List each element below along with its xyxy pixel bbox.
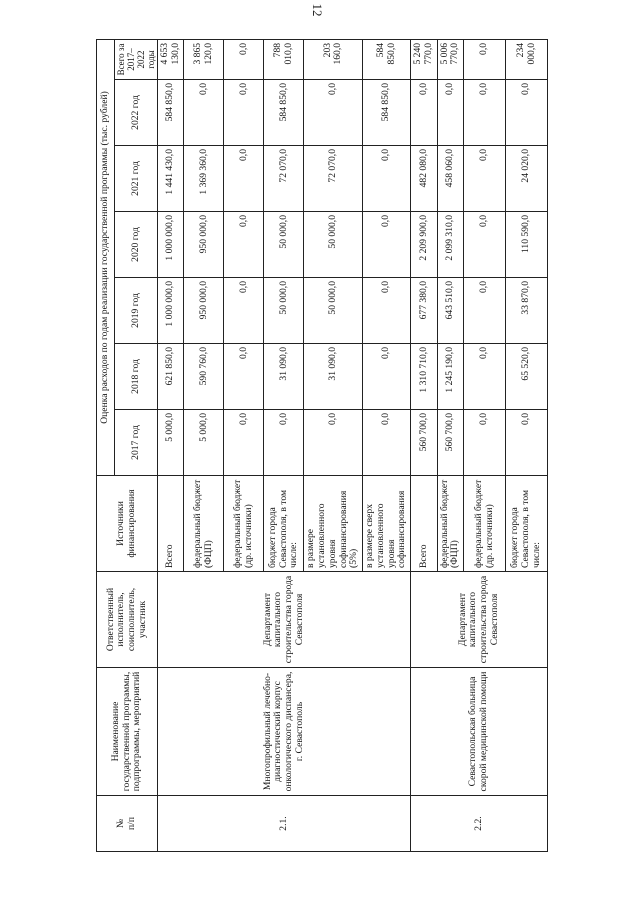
header-year-2022: 2022 год — [115, 80, 158, 146]
value-cell: 0,0 — [464, 212, 506, 278]
funding-source: Всего — [411, 476, 437, 572]
responsible-executor: Департамент капитального строительства города Севастополя — [411, 572, 548, 668]
value-cell: 1 310 710,0 — [411, 344, 437, 410]
value-cell: 31 090,0 — [304, 344, 363, 410]
value-cell: 0,0 — [506, 80, 548, 146]
value-cell: 0,0 — [411, 80, 437, 146]
value-cell: 0,0 — [363, 212, 411, 278]
value-cell: 0,0 — [264, 410, 304, 476]
value-cell: 590 760,0 — [184, 344, 224, 410]
header-total: Всего за 2017–2022 годы — [115, 39, 158, 79]
page-number: 12 — [310, 3, 325, 17]
header-responsible: Ответственный исполнитель, соисполнитель, участник — [97, 572, 158, 668]
funding-source: бюджет города Севастополя, в том числе: — [506, 476, 548, 572]
header-sources: Источники финансирования — [97, 476, 158, 572]
value-cell: 584 850,0 — [363, 80, 411, 146]
value-cell: 458 060,0 — [437, 146, 463, 212]
header-year-2018: 2018 год — [115, 344, 158, 410]
header-year-2017: 2017 год — [115, 410, 158, 476]
value-cell: 0,0 — [304, 410, 363, 476]
row-number: 2.1. — [158, 796, 411, 852]
total-cell: 788 010,0 — [264, 39, 304, 79]
total-cell: 234 000,0 — [506, 39, 548, 79]
value-cell: 0,0 — [224, 212, 264, 278]
row-number: 2.2. — [411, 796, 548, 852]
value-cell: 560 700,0 — [411, 410, 437, 476]
value-cell: 33 870,0 — [506, 278, 548, 344]
value-cell: 110 590,0 — [506, 212, 548, 278]
funding-source: федеральный бюджет (др. источники) — [464, 476, 506, 572]
funding-source: федеральный бюджет (др. источники) — [224, 476, 264, 572]
value-cell: 0,0 — [304, 80, 363, 146]
value-cell: 0,0 — [464, 344, 506, 410]
total-cell: 584 850,0 — [363, 39, 411, 79]
value-cell: 621 850,0 — [158, 344, 184, 410]
value-cell: 482 080,0 — [411, 146, 437, 212]
table-row — [411, 39, 437, 851]
total-cell: 203 160,0 — [304, 39, 363, 79]
value-cell: 0,0 — [224, 278, 264, 344]
value-cell: 65 520,0 — [506, 344, 548, 410]
value-cell: 0,0 — [363, 146, 411, 212]
rotated-table-frame — [96, 40, 542, 852]
total-cell: 0,0 — [464, 39, 506, 79]
table-row — [158, 39, 184, 851]
value-cell: 0,0 — [184, 80, 224, 146]
value-cell: 0,0 — [363, 278, 411, 344]
header-row-top — [97, 39, 115, 851]
value-cell: 0,0 — [363, 344, 411, 410]
measure-name: Многопрофильный лечебно-диагностический корпус онкологического диспансера, г. Севастополь — [158, 668, 411, 796]
value-cell: 0,0 — [224, 344, 264, 410]
value-cell: 50 000,0 — [304, 212, 363, 278]
value-cell: 0,0 — [464, 146, 506, 212]
value-cell: 50 000,0 — [264, 278, 304, 344]
header-year-2020: 2020 год — [115, 212, 158, 278]
funding-source: в размере установленного уровня софинансирования (5%) — [304, 476, 363, 572]
funding-source: федеральный бюджет (ФЦП) — [184, 476, 224, 572]
value-cell: 31 090,0 — [264, 344, 304, 410]
financing-table — [96, 39, 548, 852]
value-cell: 0,0 — [506, 410, 548, 476]
value-cell: 950 000,0 — [184, 212, 224, 278]
value-cell: 0,0 — [224, 80, 264, 146]
value-cell: 2 209 900,0 — [411, 212, 437, 278]
value-cell: 50 000,0 — [304, 278, 363, 344]
value-cell: 560 700,0 — [437, 410, 463, 476]
total-cell: 5 006 770,0 — [437, 39, 463, 79]
total-cell: 0,0 — [224, 39, 264, 79]
value-cell: 5 000,0 — [158, 410, 184, 476]
funding-source: Всего — [158, 476, 184, 572]
value-cell: 0,0 — [464, 80, 506, 146]
value-cell: 1 000 000,0 — [158, 212, 184, 278]
header-name: Наименование государственной программы, подпрограммы, мероприятий — [97, 668, 158, 796]
value-cell: 0,0 — [224, 410, 264, 476]
value-cell: 0,0 — [224, 146, 264, 212]
value-cell: 24 020,0 — [506, 146, 548, 212]
value-cell: 5 000,0 — [184, 410, 224, 476]
value-cell: 0,0 — [363, 410, 411, 476]
value-cell: 1 441 430,0 — [158, 146, 184, 212]
value-cell: 1 000 000,0 — [158, 278, 184, 344]
header-num: № п/п — [97, 796, 158, 852]
measure-name: Севастопольская больница скорой медицинской помощи — [411, 668, 548, 796]
funding-source: бюджет города Севастополя, в том числе: — [264, 476, 304, 572]
value-cell: 584 850,0 — [158, 80, 184, 146]
value-cell: 0,0 — [464, 410, 506, 476]
total-cell: 3 865 120,0 — [184, 39, 224, 79]
value-cell: 1 245 190,0 — [437, 344, 463, 410]
value-cell: 584 850,0 — [264, 80, 304, 146]
value-cell: 2 099 310,0 — [437, 212, 463, 278]
funding-source: в размере сверх установленного уровня софинансирования — [363, 476, 411, 572]
value-cell: 0,0 — [437, 80, 463, 146]
total-cell: 4 653 130,0 — [158, 39, 184, 79]
header-year-2019: 2019 год — [115, 278, 158, 344]
value-cell: 643 510,0 — [437, 278, 463, 344]
value-cell: 72 070,0 — [304, 146, 363, 212]
header-year-2021: 2021 год — [115, 146, 158, 212]
responsible-executor: Департамент капитального строительства города Севастополя — [158, 572, 411, 668]
value-cell: 72 070,0 — [264, 146, 304, 212]
header-estimate: Оценка расходов по годам реализации государственной программы (тыс. рублей) — [97, 39, 115, 475]
value-cell: 1 369 360,0 — [184, 146, 224, 212]
value-cell: 950 000,0 — [184, 278, 224, 344]
value-cell: 50 000,0 — [264, 212, 304, 278]
funding-source: федеральный бюджет (ФЦП) — [437, 476, 463, 572]
total-cell: 5 240 770,0 — [411, 39, 437, 79]
value-cell: 677 380,0 — [411, 278, 437, 344]
value-cell: 0,0 — [464, 278, 506, 344]
